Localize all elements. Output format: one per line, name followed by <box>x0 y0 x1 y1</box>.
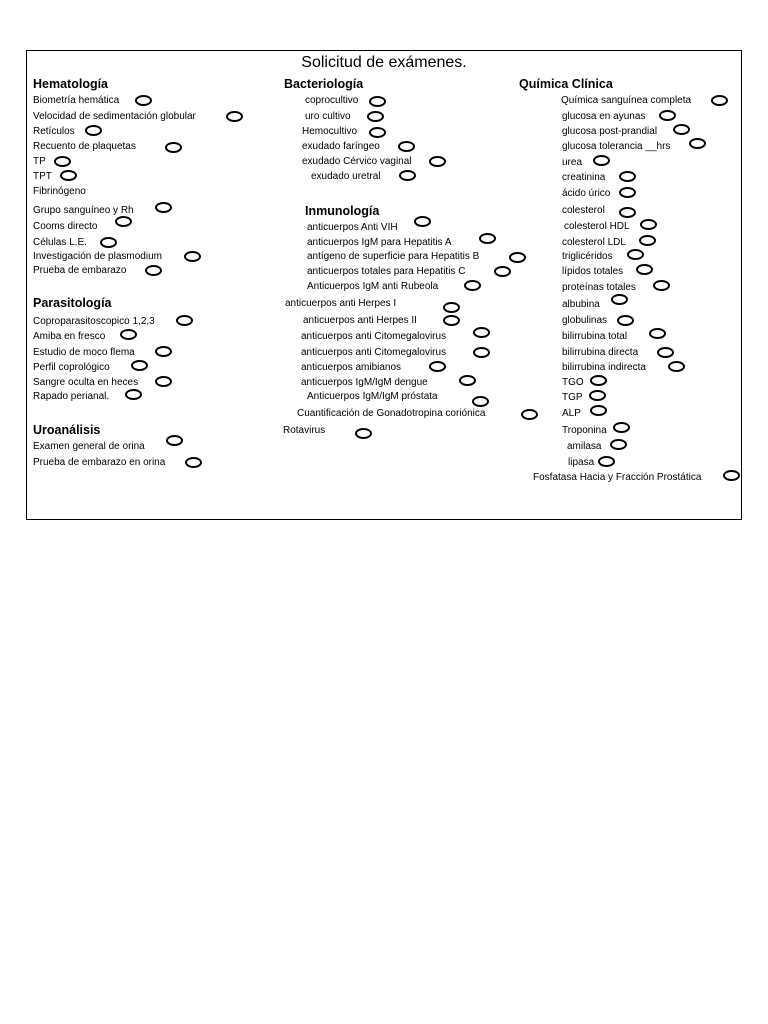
form-title: Solicitud de exámenes. <box>301 54 467 71</box>
exam-label-exudado-faringeo: exudado faríngeo <box>302 141 380 152</box>
exam-label-sangre-oculta: Sangre oculta en heces <box>33 377 139 388</box>
checkbox-cooms[interactable] <box>115 216 132 227</box>
exam-label-albubina: albubina <box>562 299 600 310</box>
checkbox-embarazo[interactable] <box>145 265 162 276</box>
checkbox-reticulos[interactable] <box>85 125 102 136</box>
checkbox-citomegalovirus-2[interactable] <box>473 347 490 358</box>
checkbox-tgo[interactable] <box>590 375 607 386</box>
checkbox-sangre-oculta[interactable] <box>155 376 172 387</box>
exam-label-citomegalovirus-2: anticuerpos anti Citomegalovirus <box>301 347 447 358</box>
exam-label-quimica-completa: Química sanguínea completa <box>561 95 692 106</box>
exam-label-urea: urea <box>562 157 583 168</box>
exam-label-troponina: Troponina <box>562 425 607 436</box>
checkbox-plaquetas[interactable] <box>165 142 182 153</box>
checkbox-rapado-perianal[interactable] <box>125 389 142 400</box>
checkbox-exudado-faringeo[interactable] <box>398 141 415 152</box>
checkbox-tgp[interactable] <box>589 390 606 401</box>
checkbox-hemocultivo[interactable] <box>369 127 386 138</box>
checkbox-alp[interactable] <box>590 405 607 416</box>
exam-label-tgo: TGO <box>562 377 584 388</box>
exam-label-bilirrubina-total: bilirrubina total <box>562 331 628 342</box>
exam-label-vsg: Velocidad de sedimentación globular <box>33 111 196 122</box>
checkbox-vih[interactable] <box>414 216 431 227</box>
checkbox-coproparasitoscopico[interactable] <box>176 315 193 326</box>
exam-label-bilirrubina-indirecta: bilirrubina indirecta <box>562 362 646 373</box>
exam-label-colesterol-ldl: colesterol LDL <box>562 237 626 248</box>
checkbox-gonadotropina[interactable] <box>521 409 538 420</box>
checkbox-celulas-le[interactable] <box>100 237 117 248</box>
exam-label-amilasa: amilasa <box>567 441 602 452</box>
checkbox-glucosa-tolerancia[interactable] <box>689 138 706 149</box>
exam-label-rapado-perianal: Rapado perianal. <box>33 391 110 402</box>
exam-label-amibianos: anticuerpos amibianos <box>301 362 402 373</box>
checkbox-amilasa[interactable] <box>610 439 627 450</box>
exam-label-plaquetas: Recuento de plaquetas <box>33 141 136 152</box>
checkbox-quimica-completa[interactable] <box>711 95 728 106</box>
checkbox-glucosa-ayunas[interactable] <box>659 110 676 121</box>
checkbox-urea[interactable] <box>593 155 610 166</box>
checkbox-albubina[interactable] <box>611 294 628 305</box>
checkbox-urocultivo[interactable] <box>367 111 384 122</box>
checkbox-glucosa-postprandial[interactable] <box>673 124 690 135</box>
checkbox-dengue[interactable] <box>459 375 476 386</box>
checkbox-exudado-uretral[interactable] <box>399 170 416 181</box>
checkbox-troponina[interactable] <box>613 422 630 433</box>
exam-label-celulas-le: Células L.E. <box>33 237 87 248</box>
checkbox-biometria[interactable] <box>135 95 152 106</box>
checkbox-herpes-2[interactable] <box>443 315 460 326</box>
checkbox-herpes-1[interactable] <box>443 302 460 313</box>
exam-label-vih: anticuerpos Anti VIH <box>307 222 398 233</box>
exam-label-dengue: anticuerpos IgM/IgM dengue <box>301 377 428 388</box>
checkbox-amiba[interactable] <box>120 329 137 340</box>
checkbox-rotavirus[interactable] <box>355 428 372 439</box>
exam-label-bilirrubina-directa: bilirrubina directa <box>562 347 639 358</box>
exam-label-coproparasitoscopico: Coproparasitoscopico 1,2,3 <box>33 316 155 327</box>
checkbox-rubeola[interactable] <box>464 280 481 291</box>
exam-label-fosfatasa: Fosfatasa Hacia y Fracción Prostática <box>533 472 702 483</box>
checkbox-colesterol[interactable] <box>619 207 636 218</box>
exam-label-glucosa-postprandial: glucosa post-prandial <box>562 126 658 137</box>
exam-label-embarazo-orina: Prueba de embarazo en orina <box>33 457 166 468</box>
exam-label-exudado-cervico: exudado Cérvico vaginal <box>302 156 412 167</box>
exam-label-tp: TP <box>33 156 46 167</box>
exam-label-coprocultivo: coprocultivo <box>305 95 359 106</box>
checkbox-citomegalovirus-1[interactable] <box>473 327 490 338</box>
checkbox-exudado-cervico[interactable] <box>429 156 446 167</box>
checkbox-moco-flema[interactable] <box>155 346 172 357</box>
section-heading-quimica: Química Clínica <box>519 77 613 91</box>
checkbox-grupo-sanguineo[interactable] <box>155 202 172 213</box>
checkbox-plasmodium[interactable] <box>184 251 201 262</box>
checkbox-prostata[interactable] <box>472 396 489 407</box>
exam-label-hepatitis-a: anticuerpos IgM para Hepatitis A <box>307 237 452 248</box>
checkbox-fosfatasa[interactable] <box>723 470 740 481</box>
exam-label-urocultivo: uro cultivo <box>305 111 351 122</box>
checkbox-amibianos[interactable] <box>429 361 446 372</box>
exam-label-coprologico: Perfil coprológico <box>33 362 110 373</box>
exam-label-trigliceridos: triglicéridos <box>562 251 613 262</box>
checkbox-coprologico[interactable] <box>131 360 148 371</box>
exam-label-embarazo: Prueba de embarazo <box>33 265 127 276</box>
exam-label-herpes-2: anticuerpos anti Herpes II <box>303 315 417 326</box>
checkbox-vsg[interactable] <box>226 111 243 122</box>
checkbox-coprocultivo[interactable] <box>369 96 386 107</box>
checkbox-creatinina[interactable] <box>619 171 636 182</box>
exam-label-herpes-1: anticuerpos anti Herpes I <box>285 298 397 309</box>
section-heading-uroanalisis: Uroanálisis <box>33 423 101 437</box>
exam-label-citomegalovirus-1: anticuerpos anti Citomegalovirus <box>301 331 447 342</box>
exam-label-fibrinogeno: Fibrinógeno <box>33 186 86 197</box>
section-heading-bacteriologia: Bacteriología <box>284 77 364 91</box>
exam-label-hepatitis-b: antígeno de superficie para Hepatitis B <box>307 251 480 262</box>
exam-label-prostata: Anticuerpos IgM/IgM próstata <box>307 391 438 402</box>
checkbox-colesterol-hdl[interactable] <box>640 219 657 230</box>
checkbox-hepatitis-c[interactable] <box>494 266 511 277</box>
exam-label-acido-urico: ácido úrico <box>562 188 611 199</box>
exam-label-colesterol: colesterol <box>562 205 605 216</box>
exam-label-creatinina: creatinina <box>562 172 606 183</box>
exam-label-proteinas-totales: proteínas totales <box>562 282 636 293</box>
exam-label-rotavirus: Rotavirus <box>283 425 326 436</box>
section-heading-parasitologia: Parasitología <box>33 296 112 310</box>
exam-request-form <box>26 50 742 520</box>
checkbox-proteinas-totales[interactable] <box>653 280 670 291</box>
exam-label-globulinas: globulinas <box>562 315 608 326</box>
section-heading-inmunologia: Inmunología <box>305 204 380 218</box>
checkbox-hepatitis-a[interactable] <box>479 233 496 244</box>
exam-label-cooms: Cooms directo <box>33 221 98 232</box>
exam-label-exudado-uretral: exudado uretral <box>311 171 381 182</box>
exam-label-glucosa-ayunas: glucosa en ayunas <box>562 111 646 122</box>
checkbox-colesterol-ldl[interactable] <box>639 235 656 246</box>
checkbox-lipidos-totales[interactable] <box>636 264 653 275</box>
checkbox-tpt[interactable] <box>60 170 77 181</box>
exam-label-plasmodium: Investigación de plasmodium <box>33 251 162 262</box>
exam-label-ego: Examen general de orina <box>33 441 145 452</box>
checkbox-bilirrubina-indirecta[interactable] <box>668 361 685 372</box>
checkbox-lipasa[interactable] <box>598 456 615 467</box>
checkbox-hepatitis-b[interactable] <box>509 252 526 263</box>
exam-label-colesterol-hdl: colesterol HDL <box>564 221 630 232</box>
exam-label-moco-flema: Estudio de moco flema <box>33 347 135 358</box>
exam-label-glucosa-tolerancia: glucosa tolerancia __hrs <box>562 141 671 152</box>
exam-label-rubeola: Anticuerpos IgM anti Rubeola <box>307 281 439 292</box>
exam-label-lipidos-totales: lípidos totales <box>562 266 624 277</box>
exam-label-lipasa: lipasa <box>568 457 595 468</box>
exam-label-grupo-sanguineo: Grupo sanguíneo y Rh <box>33 205 134 216</box>
checkbox-ego[interactable] <box>166 435 183 446</box>
exam-label-gonadotropina: Cuantificación de Gonadotropina coriónica <box>297 408 486 419</box>
exam-label-hemocultivo: Hemocultivo <box>302 126 358 137</box>
exam-label-hepatitis-c: anticuerpos totales para Hepatitis C <box>307 266 466 277</box>
checkbox-tp[interactable] <box>54 156 71 167</box>
exam-label-biometria: Biometría hemática <box>33 95 120 106</box>
checkbox-globulinas[interactable] <box>617 315 634 326</box>
checkbox-embarazo-orina[interactable] <box>185 457 202 468</box>
exam-label-tpt: TPT <box>33 171 52 182</box>
exam-label-reticulos: Retículos <box>33 126 75 137</box>
exam-label-amiba: Amiba en fresco <box>33 331 106 342</box>
checkbox-bilirrubina-total[interactable] <box>649 328 666 339</box>
section-heading-hematologia: Hematología <box>33 77 109 91</box>
exam-label-alp: ALP <box>562 408 581 419</box>
checkbox-acido-urico[interactable] <box>619 187 636 198</box>
exam-label-tgp: TGP <box>562 392 583 403</box>
checkbox-bilirrubina-directa[interactable] <box>657 347 674 358</box>
checkbox-trigliceridos[interactable] <box>627 249 644 260</box>
